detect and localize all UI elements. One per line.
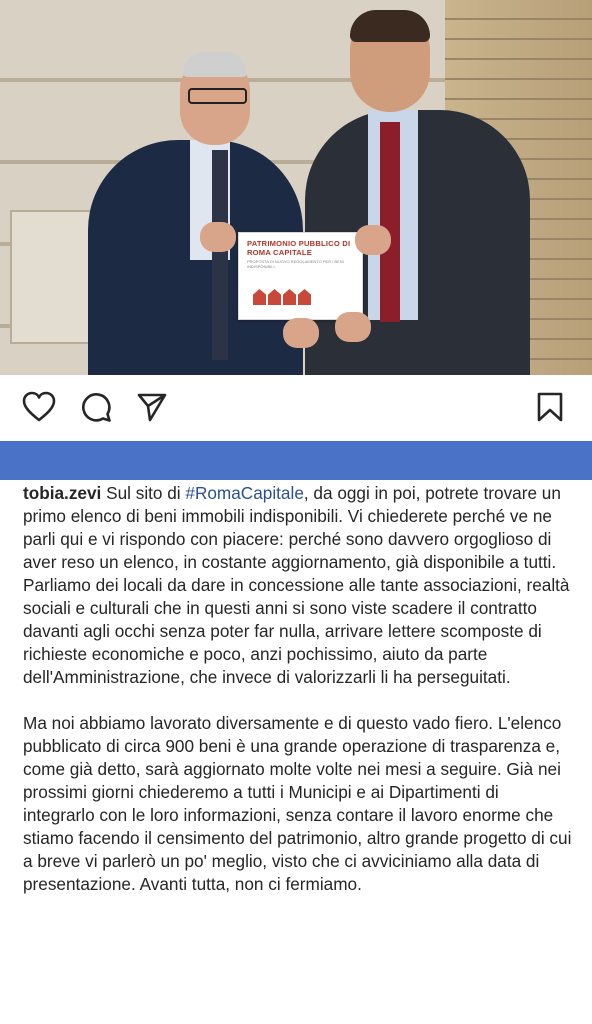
caption-text: , da oggi in poi, potrete trovare un primo elenco di beni immobili indisponibili. Vi chiederete perché ve ne parli qui e vi rispondo con piacere: perché sono davvero orgoglioso di aver reso un elenco, in costante aggiornamento, già disponibile a tutti. Parliamo dei locali da dare in concessione alle tante associazioni, realtà sociali e culturali che in questi anni si sono viste scadere il contratto davanti agli occhi senza poter far nulla, arrivare lettere scomposte di richieste economiche e poco, anzi pochissimo, aiuto da parte dell'Amministrazione, che invece di valorizzarli li ha perseguitati. (23, 483, 570, 687)
held-document (238, 232, 363, 320)
houses-graphic (253, 289, 311, 305)
bookmark-icon[interactable] (536, 391, 564, 423)
house-shape (283, 289, 296, 305)
username-link[interactable]: tobia.zevi (23, 483, 102, 503)
hand-left-lower (283, 318, 319, 348)
house-shape (298, 289, 311, 305)
person-left-hair (183, 52, 247, 77)
caption-paragraph-1 (23, 482, 575, 689)
post-caption (23, 482, 575, 919)
house-shape (268, 289, 281, 305)
person-left-tie (212, 150, 228, 360)
post-photo[interactable] (0, 0, 592, 375)
caption-paragraph-2: Ma noi abbiamo lavorato diversamente e di questo vado fiero. L'elenco pubblicato di circa 900 beni è una grande operazione di trasparenza e, come già detto, sarà aggiornato molte volte nei mesi a seguire. Già nei prossimi giorni chiederemo a tutti i Municipi e ai Dipartimenti di integrarlo con le loro informazioni, senza contare il lavoro enorme che stiamo facendo il censimento del patrimonio, altro grande progetto di cui a breve vi parlerò un po' meglio, visto che ci avviciniamo alla data di presentazione. Avanti tutta, non ci fermiamo. (23, 713, 572, 894)
document-title: PATRIMONIO PUBBLICO DI ROMA CAPITALE (247, 239, 351, 257)
heart-icon[interactable] (22, 391, 56, 423)
hand-right-lower (335, 312, 371, 342)
hand-left (200, 222, 236, 252)
person-right-tie (380, 122, 400, 322)
send-icon[interactable] (136, 391, 168, 423)
person-left-glasses (188, 88, 247, 104)
caption-text: Sul sito di (101, 483, 186, 503)
comment-icon[interactable] (80, 391, 112, 423)
hashtag-link[interactable]: #RomaCapitale (185, 483, 304, 503)
divider-bar (0, 441, 592, 480)
house-shape (253, 289, 266, 305)
person-right-hair (350, 10, 430, 42)
document-subtitle: PROPOSTA DI NUOVO REGOLAMENTO PER I BENI INDISPONIBILI (247, 259, 344, 269)
hand-right (355, 225, 391, 255)
